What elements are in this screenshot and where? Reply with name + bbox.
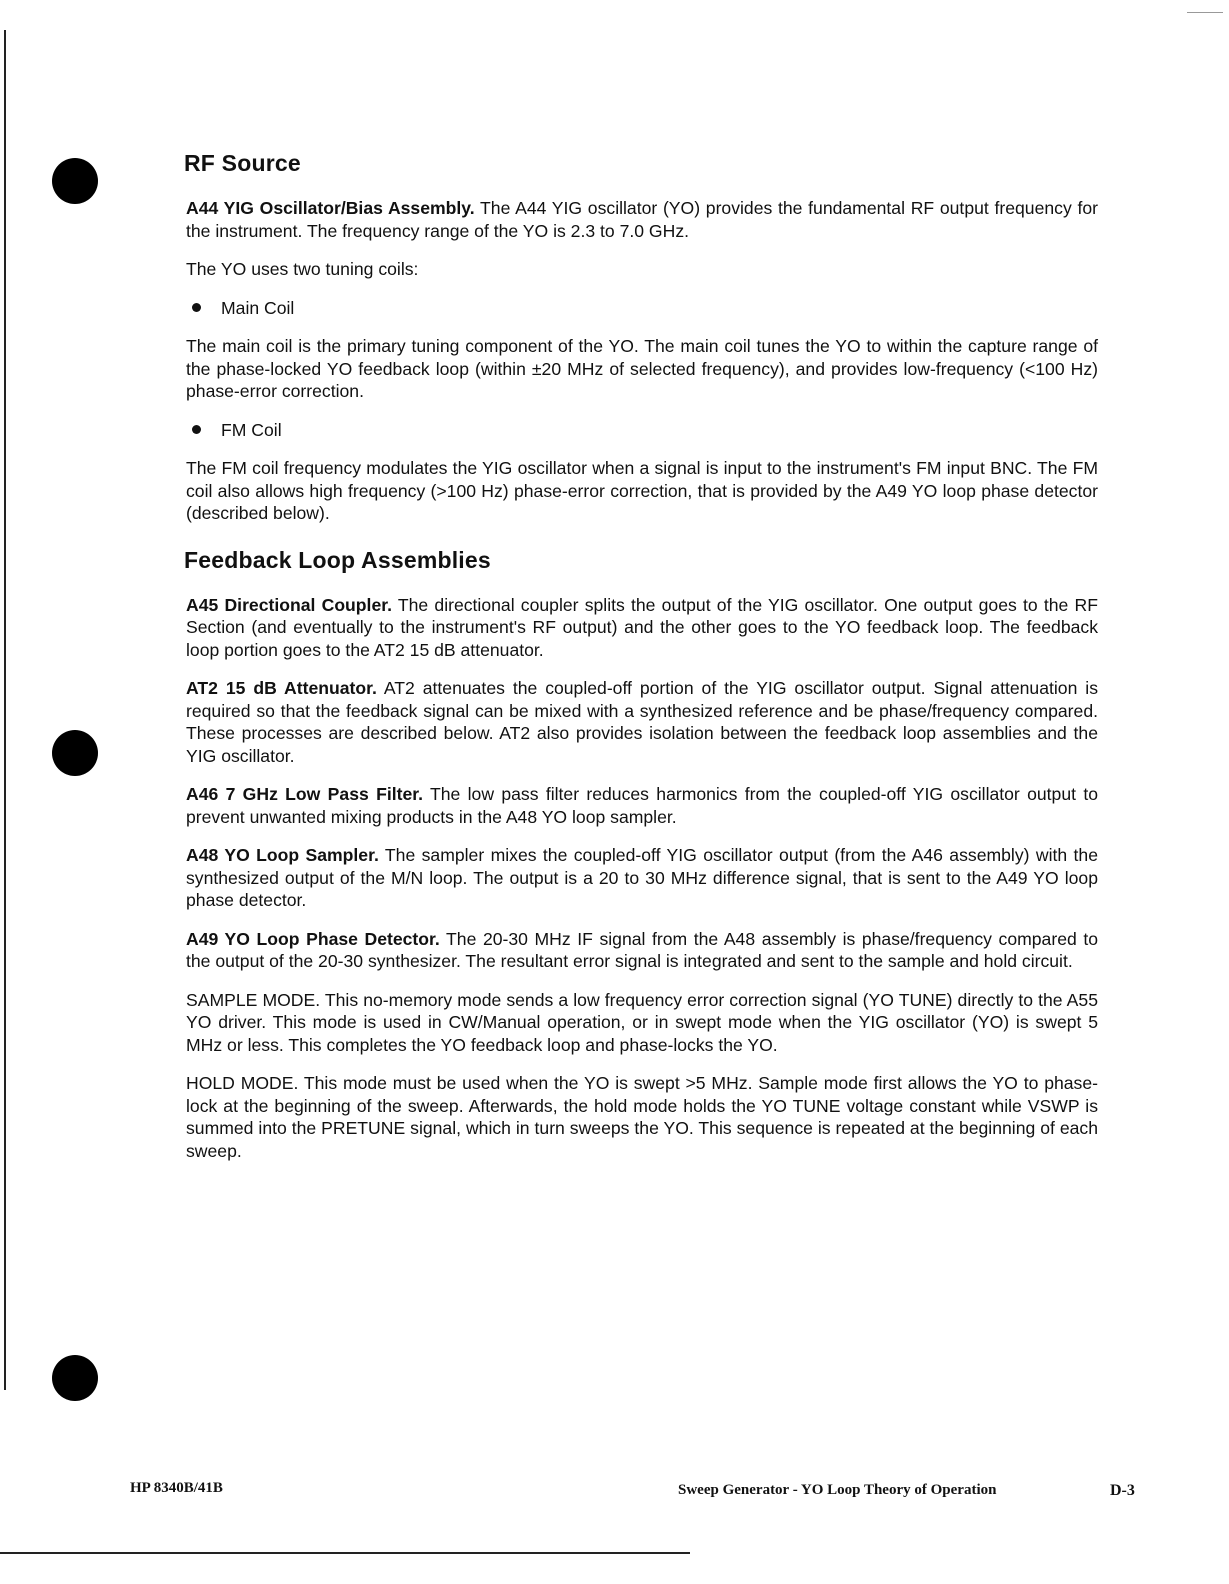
page-content [186,150,1098,1178]
bottom-rule [0,1552,690,1554]
left-margin-rule [4,30,6,1390]
paragraph-lead: A49 YO Loop Phase Detector. [186,928,440,949]
bullet-fm-coil [186,419,1098,442]
paragraph-a49 [186,928,1098,973]
footer-model: HP 8340B/41B [130,1480,223,1496]
binder-hole-top [52,158,98,204]
bullet-icon [192,425,201,434]
bullet-label: Main Coil [221,297,295,318]
paragraph-at2 [186,677,1098,767]
top-corner-mark [1187,12,1223,13]
paragraph-coils-intro: The YO uses two tuning coils: [186,259,419,279]
paragraph-a45 [186,594,1098,662]
bullet-icon [192,303,201,312]
paragraph-a44 [186,197,1098,242]
footer-page-number: D-3 [1110,1482,1135,1499]
paragraph-text: The sampler mixes the coupled-off YIG oscillator output (from the A46 assembly) with the synthesized output of the M/N loop. The output is a 20 to 30 MHz difference signal, that is sent to the A49 YO loop phase detector. [186,845,1098,910]
paragraph-lead: A46 7 GHz Low Pass Filter. [186,784,424,804]
paragraph-text: The low pass filter reduces harmonics from the coupled-off YIG oscillator output to prevent unwanted mixing products in the A48 YO loop sampler. [186,784,1099,827]
paragraph-lead: A44 YIG Oscillator/Bias Assembly. [186,198,475,218]
section-heading-rf-source: RF Source [184,150,301,176]
paragraph-sample-mode: SAMPLE MODE. This no-memory mode sends a low frequency error correction signal (YO TUNE) directly to the A55 YO driver. This mode is used in CW/Manual operation, or in swept mode when the YIG oscillator (YO) is swept 5 MHz or less. This completes the YO feedback loop and phase-locks the YO. [186,989,1098,1055]
paragraph-lead: AT2 15 dB Attenuator. [186,678,377,698]
paragraph-a48 [186,844,1098,912]
section-heading-feedback-loop: Feedback Loop Assemblies [184,546,491,573]
bullet-main-coil [186,297,1098,320]
paragraph-hold-mode: HOLD MODE. This mode must be used when the YO is swept >5 MHz. Sample mode first allows the YO to phase-lock at the beginning of the sweep. Afterwards, the hold mode holds the YO TUNE voltage constant while VSWP is summed into the PRETUNE signal, which in turn sweeps the YO. This sequence is repeated at the beginning of each sweep. [186,1073,1098,1161]
footer-chapter-title: Sweep Generator - YO Loop Theory of Operation [678,1482,997,1498]
binder-hole-middle [52,730,98,776]
binder-hole-bottom [52,1355,98,1401]
paragraph-lead: A45 Directional Coupler. [186,594,392,615]
paragraph-text: The 20-30 MHz IF signal from the A48 assembly is phase/frequency compared to the output of the 20-30 synthesizer. The resultant error signal is integrated and sent to the sample and hold circuit. [186,928,1099,971]
paragraph-text: The A44 YIG oscillator (YO) provides the fundamental RF output frequency for the instrument. The frequency range of the YO is 2.3 to 7.0 GHz. [186,198,1098,241]
paragraph-main-coil: The main coil is the primary tuning component of the YO. The main coil tunes the YO to within the capture range of the phase-locked YO feedback loop (within ±20 MHz of selected frequency), and provides low-frequency (<100 Hz) phase-error correction. [186,336,1098,401]
paragraph-lead: A48 YO Loop Sampler. [186,845,379,865]
bullet-label: FM Coil [221,419,282,440]
paragraph-fm-coil: The FM coil frequency modulates the YIG oscillator when a signal is input to the instrument's FM input BNC. The FM coil also allows high frequency (>100 Hz) phase-error correction, that is provided by the A49 YO loop phase detector (described below). [186,458,1098,523]
paragraph-text: AT2 attenuates the coupled-off portion of the YIG oscillator output. Signal attenuation is required so that the feedback signal can be mixed with a synthesized reference and be phase/frequency compared. These processes are described below. AT2 also provides isolation between the feedback loop assemblies and the YIG oscillator. [186,678,1098,766]
paragraph-a46 [186,783,1098,828]
paragraph-text: The directional coupler splits the output of the YIG oscillator. One output goes to the RF Section (and eventually to the instrument's RF output) and the other goes to the YO feedback loop. The feedback loop portion goes to the AT2 15 dB attenuator. [186,594,1098,660]
